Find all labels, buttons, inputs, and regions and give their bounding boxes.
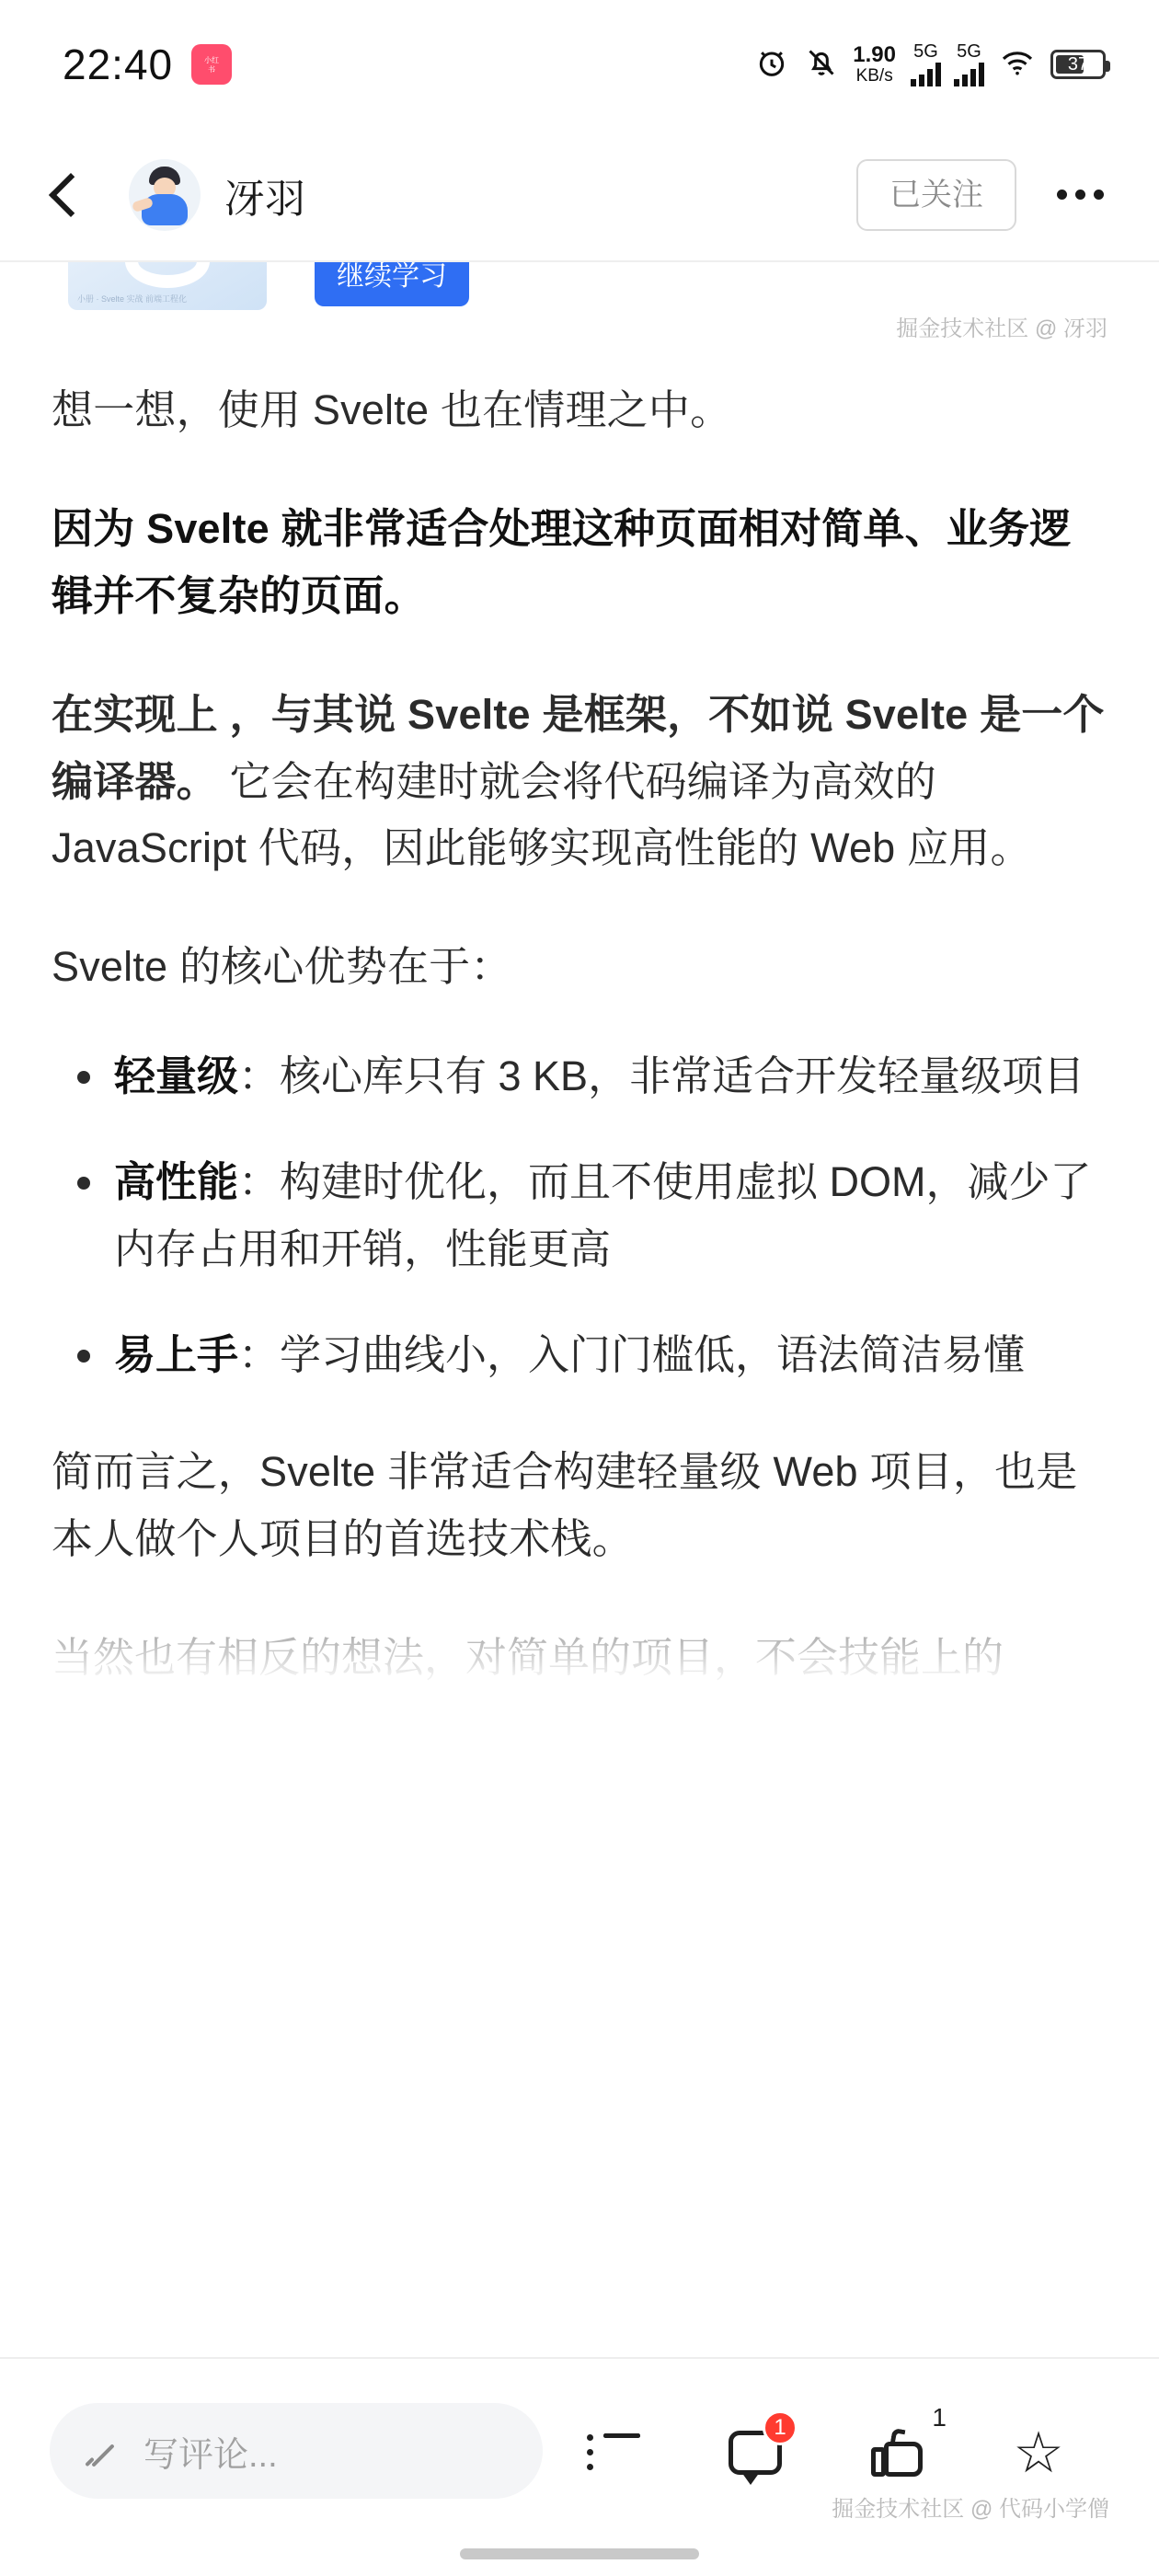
- battery-percent: 37: [1067, 53, 1089, 75]
- list-item: [72, 1043, 1107, 1110]
- bullet-text: ：核心库只有 3 KB，非常适合开发轻量级项目: [238, 1052, 1085, 1100]
- chevron-left-icon[interactable]: [49, 172, 93, 216]
- paragraph-why-svelte: 因为 Svelte 就非常适合处理这种页面相对简单、业务逻辑并不复杂的页面。: [52, 504, 1072, 619]
- network-rate-unit: KB/s: [855, 65, 893, 86]
- fade-overlay: [0, 1625, 1159, 1735]
- more-horizontal-icon[interactable]: [1048, 171, 1113, 218]
- svg-text:小红: 小红: [204, 56, 220, 64]
- star-icon: ☆: [1013, 2419, 1064, 2486]
- paragraph-compiler-rest: 它会在构建时就会将代码编译为高效的 JavaScript 代码，因此能够实现高性能的 Web 应用。: [52, 757, 1032, 872]
- like-button[interactable]: [842, 2405, 952, 2501]
- sim2-signal-icon: [954, 42, 984, 86]
- bullet-text: ：构建时优化，而且不使用虚拟 DOM，减少了内存占用和开销，性能更高: [114, 1158, 1092, 1273]
- catalog-button[interactable]: [558, 2405, 669, 2501]
- status-time: 22:40: [63, 40, 174, 88]
- status-bar-right: [753, 42, 1106, 86]
- thumb-up-icon: [871, 2429, 923, 2477]
- follow-button[interactable]: 已关注: [856, 159, 1016, 231]
- network-rate: [853, 43, 896, 85]
- home-indicator[interactable]: [460, 2548, 699, 2559]
- article-content: [0, 377, 1159, 1573]
- bullet-title: 轻量级: [114, 1052, 239, 1100]
- continue-learning-button[interactable]: 继续学习: [315, 262, 469, 306]
- svg-text:书: 书: [208, 65, 216, 74]
- list-item: [72, 1149, 1107, 1283]
- paragraph-compiler: [52, 682, 1107, 883]
- clipped-promo-card-region: [0, 262, 1159, 377]
- app-badge-icon: [191, 44, 232, 85]
- course-thumbnail-caption: 小册 · Svelte 实战 前端工程化: [77, 294, 188, 305]
- status-bar-left: [63, 40, 232, 89]
- wifi-icon: [997, 44, 1038, 86]
- paragraph-conclusion: 简而言之，Svelte 非常适合构建轻量级 Web 项目，也是本人做个人项目的首选技术栈。: [52, 1447, 1078, 1562]
- bullet-text: ：学习曲线小，入门门槛低，语法简洁易懂: [238, 1330, 1026, 1378]
- list-item: [72, 1322, 1107, 1389]
- course-thumbnail[interactable]: [68, 262, 267, 310]
- network-rate-value: 1.90: [853, 42, 896, 68]
- collect-button[interactable]: [983, 2405, 1094, 2501]
- like-count: 1: [932, 2403, 947, 2432]
- cut-off-paragraph: [0, 1625, 1159, 1735]
- sim2-label: 5G: [957, 41, 981, 62]
- paragraph-intro: 想一想，使用 Svelte 也在情理之中。: [52, 386, 732, 433]
- author-name[interactable]: 冴羽: [224, 176, 305, 222]
- comment-count-badge: 1: [763, 2410, 798, 2445]
- list-icon: [587, 2433, 640, 2472]
- sim1-signal-icon: [911, 42, 941, 86]
- comment-input-placeholder: 写评论...: [143, 2435, 278, 2475]
- paragraph-compiler-bold: 在实现上 ，与其说 Svelte 是框架，不如说 Svelte 是一个编译器。: [52, 690, 1105, 805]
- article-watermark: 掘金技术社区 @ 冴羽: [896, 316, 1107, 341]
- sim1-label: 5G: [913, 41, 938, 62]
- bottom-watermark: 掘金技术社区 @ 代码小学僧: [832, 2497, 1109, 2522]
- bell-muted-icon: [803, 44, 840, 86]
- status-bar: [0, 0, 1159, 129]
- pencil-icon: [83, 2432, 121, 2470]
- bullet-title: 易上手: [114, 1330, 239, 1378]
- paragraph-advantages-lead: Svelte 的核心优势在于：: [52, 943, 512, 991]
- bullet-title: 高性能: [114, 1158, 239, 1206]
- navigation-bar: [0, 129, 1159, 262]
- comment-input[interactable]: [50, 2403, 543, 2499]
- avatar[interactable]: [129, 159, 201, 231]
- bottom-action-bar: [0, 2357, 1159, 2576]
- action-icons: [543, 2403, 1109, 2501]
- alarm-icon: [753, 44, 790, 86]
- comment-button[interactable]: [700, 2405, 810, 2501]
- advantages-list: [52, 1043, 1107, 1389]
- article-body: [0, 262, 1159, 1735]
- battery-icon: [1050, 50, 1106, 79]
